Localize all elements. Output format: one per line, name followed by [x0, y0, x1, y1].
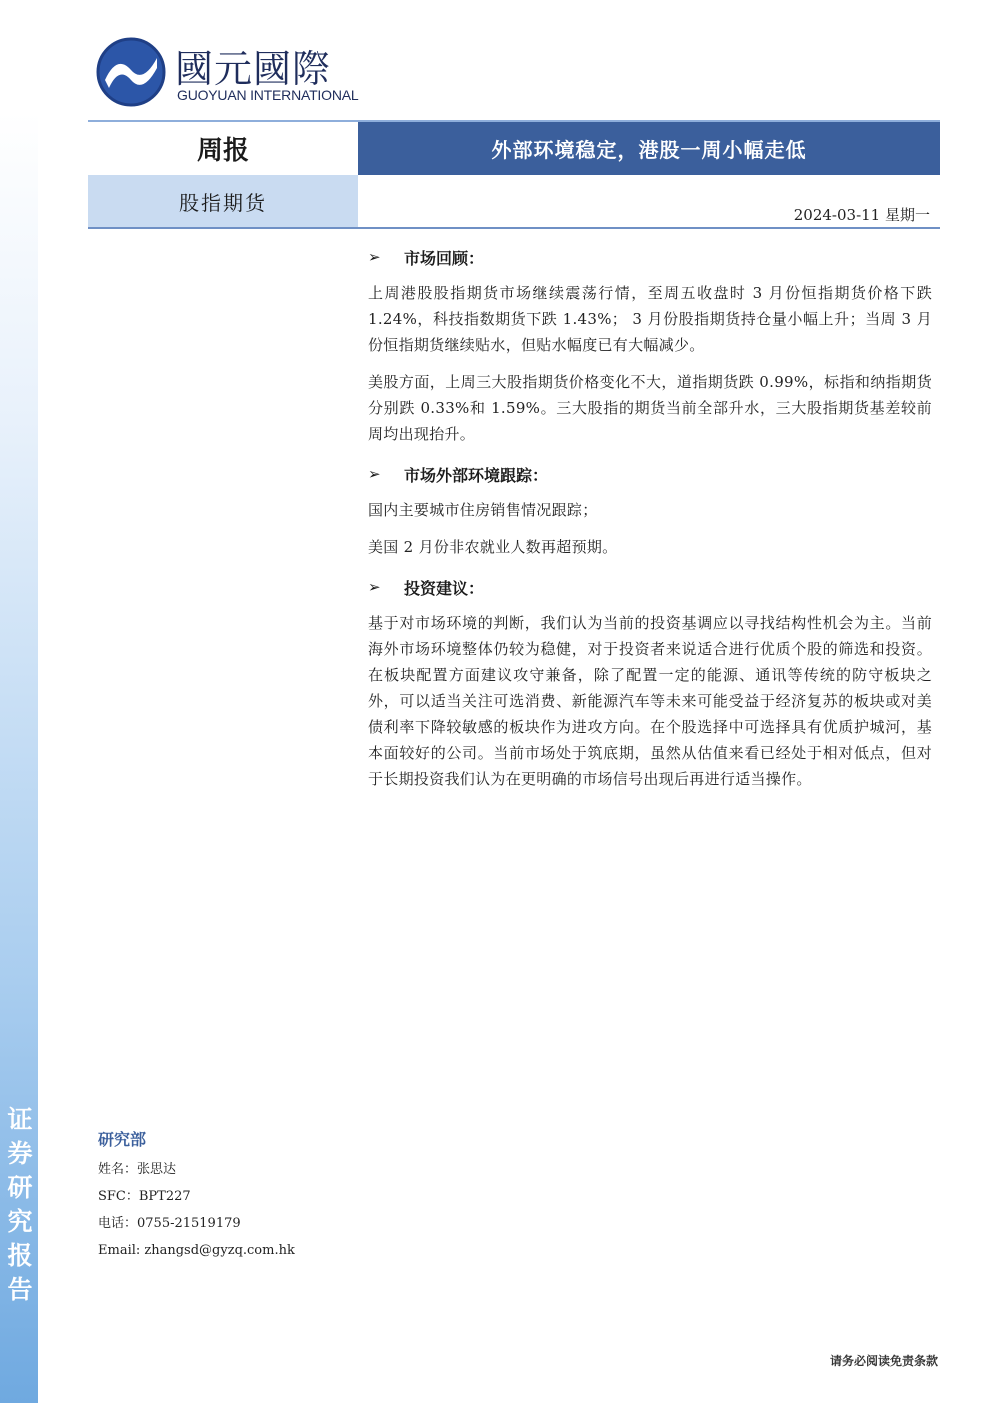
section-heading-text: 市场外部环境跟踪：	[404, 465, 549, 485]
paragraph: 上周港股股指期货市场继续震荡行情，至周五收盘时 3 月份恒指期货价格下跌 1.24%，科技指数期货下跌 1.43%； 3 月份股指期货持仓量小幅上升；当周 3 月份恒指期货继续贴水，但贴水幅度已有大幅减少。	[368, 284, 932, 354]
side-char: 报	[7, 1241, 33, 1270]
research-department: 研究部	[98, 1130, 147, 1149]
report-title: 外部环境稳定，港股一周小幅走低	[358, 122, 940, 175]
side-char: 券	[7, 1139, 33, 1168]
logo-emblem-icon	[95, 36, 167, 108]
section-heading-text: 投资建议：	[404, 578, 485, 598]
report-body	[368, 244, 932, 803]
paragraph: 基于对市场环境的判断，我们认为当前的投资基调应以寻找结构性机会为主。当前海外市场环境整体仍较为稳健，对于投资者来说适合进行优质个股的筛选和投资。在板块配置方面建议攻守兼备，除了配置一定的能源、通讯等传统的防守板块之外，可以适当关注可选消费、新能源汽车等未来可能受益于经济复苏的板块或对美债利率下降较敏感的板块作为进攻方向。在个股选择中可选择具有优质护城河，基本面较好的公司。当前市场处于筑底期，虽然从估值来看已经处于相对低点，但对于长期投资我们认为在更明确的市场信号出现后再进行适当操作。	[368, 614, 932, 788]
author-contact	[98, 1156, 295, 1264]
logo-chinese-name: 國元國際	[175, 47, 332, 91]
header-rule-bottom	[88, 227, 940, 229]
paragraph: 国内主要城市住房销售情况跟踪；	[368, 501, 598, 519]
company-logo	[95, 36, 365, 110]
logo-english-name: GUOYUAN INTERNATIONAL	[177, 87, 359, 103]
section-heading	[368, 244, 932, 270]
section-heading-text: 市场回顾：	[404, 248, 485, 268]
side-char: 告	[7, 1275, 33, 1304]
author-sfc: SFC：BPT227	[98, 1189, 191, 1204]
paragraph: 美股方面，上周三大股指期货价格变化不大，道指期货跌 0.99%，标指和纳指期货分别跌 0.33%和 1.59%。三大股指的期货当前全部升水，三大股指期货基差较前周均出现抬升。	[368, 373, 932, 443]
section-heading	[368, 574, 932, 600]
report-type-label: 周报	[196, 136, 249, 166]
arrow-bullet-icon: ➢	[368, 465, 381, 483]
report-date: 2024-03-11 星期一	[793, 206, 930, 224]
disclaimer-link[interactable]: 请务必阅读免责条款	[829, 1354, 938, 1368]
side-char: 研	[7, 1173, 33, 1202]
side-char: 究	[7, 1207, 33, 1236]
section-heading	[368, 461, 932, 487]
side-label	[6, 1103, 34, 1307]
paragraph: 美国 2 月份非农就业人数再超预期。	[368, 538, 618, 556]
arrow-bullet-icon: ➢	[368, 578, 381, 596]
author-email: Email: zhangsd@gyzq.com.hk	[98, 1243, 295, 1258]
arrow-bullet-icon: ➢	[368, 248, 381, 266]
author-phone: 电话：0755-21519179	[98, 1216, 241, 1231]
report-category-label: 股指期货	[88, 175, 358, 227]
side-char: 证	[7, 1105, 33, 1134]
author-name: 姓名：张思达	[98, 1162, 177, 1177]
